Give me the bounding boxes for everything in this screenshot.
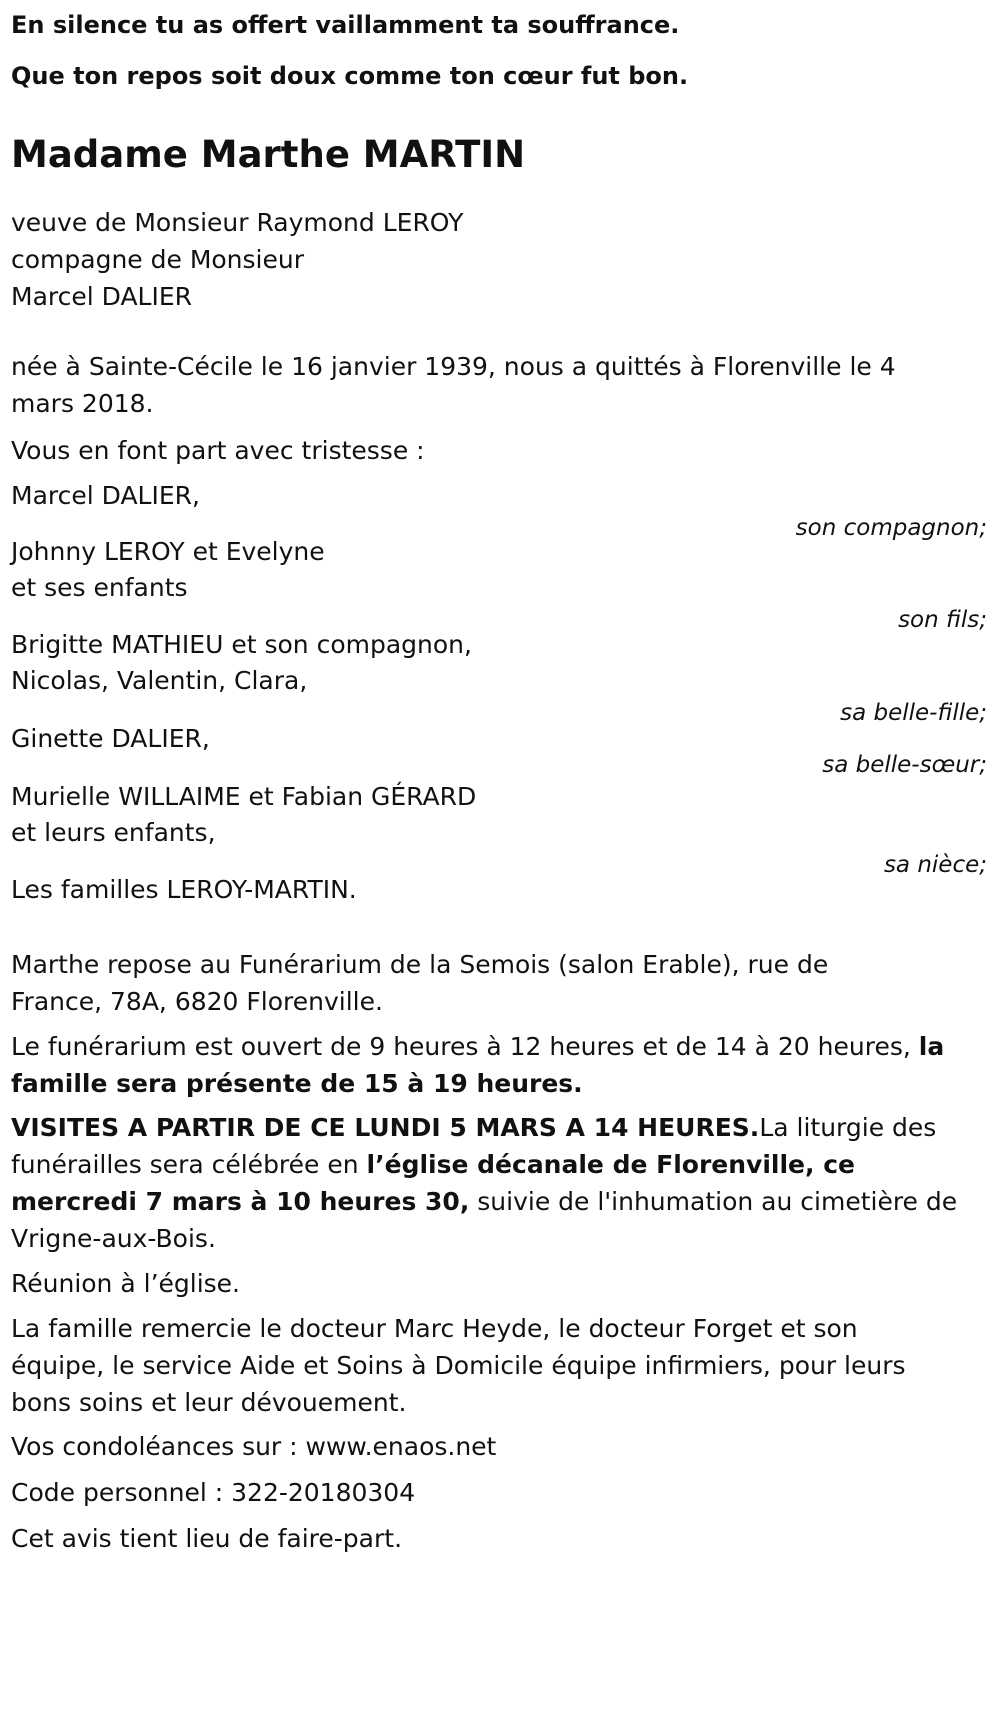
deceased-name: Madame Marthe MARTIN xyxy=(11,133,526,176)
mourner-entry xyxy=(11,534,991,634)
epitaph-line-2: Que ton repos soit doux comme ton cœur fut bon. xyxy=(11,62,689,90)
mourner-name: et leurs enfants, xyxy=(11,818,216,847)
mourner-relation: son fils; xyxy=(898,607,987,633)
mourner-name: Brigitte MATHIEU et son compagnon, xyxy=(11,630,472,659)
birth-death-line: mars 2018. xyxy=(11,389,154,418)
birth-death-line: née à Sainte-Cécile le 16 janvier 1939, nous a quittés à Florenville le 4 xyxy=(11,352,896,381)
mourner-entry xyxy=(11,779,991,879)
epitaph-line-1: En silence tu as offert vaillamment ta souffrance. xyxy=(11,11,680,39)
notice-footer: Cet avis tient lieu de faire-part. xyxy=(11,1524,403,1553)
mourner-relation: son compagnon; xyxy=(795,515,987,541)
mourner-entry xyxy=(11,721,991,779)
announcement-intro: Vous en font part avec tristesse : xyxy=(11,436,425,465)
reunion-info: Réunion à l’église. xyxy=(11,1269,241,1298)
mourner-name: Nicolas, Valentin, Clara, xyxy=(11,666,308,695)
families-line: Les familles LEROY-MARTIN. xyxy=(11,875,357,904)
spouse-line: Marcel DALIER xyxy=(11,282,193,311)
mourner-name: Murielle WILLAIME et Fabian GÉRARD xyxy=(11,782,477,811)
mourner-entry xyxy=(11,478,991,542)
ceremony-info: VISITES A PARTIR DE CE LUNDI 5 MARS A 14 HEURES.La liturgie des funérailles sera célébrée en l’église décanale de Florenville, ce mercredi 7 mars à 10 heures 30, suivie de l'inhumation au cimetière de Vrigne-aux-Bois. xyxy=(11,1113,958,1253)
thanks-message: La famille remercie le docteur Marc Heyde, le docteur Forget et son équipe, le service Aide et Soins à Domicile équipe infirmiers, pour leurs bons soins et leur dévouement. xyxy=(11,1314,906,1417)
mourner-name: Marcel DALIER, xyxy=(11,481,200,510)
mourner-relation: sa belle-fille; xyxy=(840,700,987,726)
mourner-name: et ses enfants xyxy=(11,573,188,602)
mourner-entry xyxy=(11,627,991,727)
birth-death-info xyxy=(11,348,991,422)
mourner-name: Johnny LEROY et Evelyne xyxy=(11,537,325,566)
mourner-relation: sa belle-sœur; xyxy=(822,752,987,778)
spouse-line: compagne de Monsieur xyxy=(11,245,305,274)
spouse-info xyxy=(11,204,991,315)
spouse-line: veuve de Monsieur Raymond LEROY xyxy=(11,208,464,237)
condolences-link: Vos condoléances sur : www.enaos.net xyxy=(11,1432,497,1461)
mourner-name: Ginette DALIER, xyxy=(11,724,210,753)
visiting-hours: Le funérarium est ouvert de 9 heures à 12 heures et de 14 à 20 heures, la famille sera présente de 15 à 19 heures. xyxy=(11,1032,945,1098)
personal-code: Code personnel : 322-20180304 xyxy=(11,1478,416,1507)
mourner-relation: sa nièce; xyxy=(883,852,987,878)
repose-info: Marthe repose au Funérarium de la Semois (salon Erable), rue de France, 78A, 6820 Florenville. xyxy=(11,950,829,1016)
